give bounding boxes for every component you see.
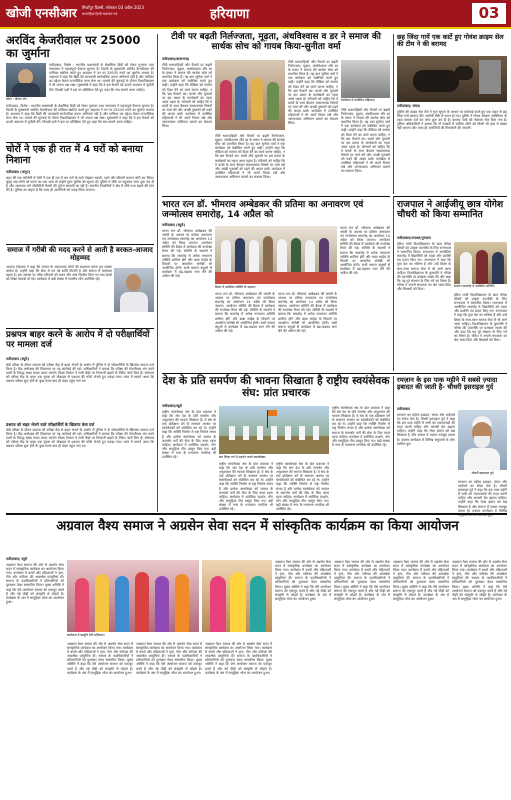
agrawal-byline: फरीदाबाद/ ब्यूरो <box>6 557 28 561</box>
paper-leak-body-2: बोर्ड परीक्षा के दौरान प्रश्नपत्र को परीक्षा केंद्र से बाहर भेजने के आरोप में पुलिस ने दो परीक्षार्थियों के खिलाफ मामला दर्ज किया है। केंद्र अधीक्षक की शिकायत पर यह कार्रवाई की गई। अधिकारियों ने बताया कि परीक्षा की गोपनीयता भंग करने वालों के विरुद्ध सख्त कदम उठाए जाएंगे। शिक्षा विभाग ने सभी केंद्रों पर निगरानी बढ़ाने के निर्देश जारी किए हैं। सोमवार को परीक्षा केंद्र के बाहर एक युवक को मोबाइल से प्रश्नपत्र की फोटो भेजते हुए पकड़ा गया। जांच में सामने आया कि प्रश्नपत्र परीक्षा शुरू होने के कुछ समय बाद ही बाहर पहुंच गया था। <box>6 428 154 449</box>
israil-gurd-photo <box>458 410 507 470</box>
column-rule <box>393 196 394 371</box>
agrawal-caption: कार्यक्रम में प्रस्तुति देती महिलाएं। <box>67 633 105 637</box>
agrawal-body-2: अग्रवाल वैश्य समाज की ओर से अग्रसेन सेवा सदन में सांस्कृतिक कार्यक्रम का आयोजन किया गया। कार्यक्रम में बच्चों और महिलाओं ने नृत्य, गीत और नाटिका की आकर्षक प्रस्तुतियां दीं। समाज के पदाधिकारियों ने प्रतिभागियों को पुरस्कार देकर सम्मानित किया। मुख्य अतिथि ने कहा कि ऐसे आयोजन समाज को एकजुट करते हैं और नई पीढ़ी को संस्कृति से जोड़ते हैं। कार्यक्रम के अंत में सामूहिक भोज का आयोजन हुआ। <box>67 642 133 675</box>
headline-agrawal: अग्रवाल वैश्य समाज ने अग्रसेन सेवा सदन में सांस्कृतिक कार्यक्रम का किया आयोजन <box>56 519 459 534</box>
divider <box>6 142 154 143</box>
headline-thefts: चोरों ने एक ही रात में 4 घरों को बनाया निशाना <box>6 144 143 166</box>
rss-caption: संघ शिक्षा वर्ग में प्रदर्शन करते स्वयंसेवक। <box>219 455 267 459</box>
masthead <box>0 0 511 34</box>
divider <box>6 328 154 329</box>
agrawal-photo-2 <box>202 560 272 632</box>
yogesh-byline: फरीदाबाद/पलवल/गुरुग्राम <box>397 236 431 240</box>
column-rule <box>157 34 158 512</box>
rss-body-4: राष्ट्रीय स्वयंसेवक संघ के प्रांत प्रचारक ने कहा कि संघ देश के प्रति समर्पण और अनुशासन की भावना सिखाता है। वे संघ के एक प्रशिक्षण वर्ग के समापन अवसर पर स्वयंसेवकों को संबोधित कर रहे थे। उन्होंने कहा कि व्यक्ति निर्माण से राष्ट्र निर्माण संभव है और प्रत्येक स्वयंसेवक को समाज के कमजोर वर्गों की सेवा के लिए तत्पर रहना चाहिए। कार्यक्रम में शारीरिक प्रदर्शन, योग और सामूहिक गीत प्रस्तुत किए गए। बड़ी संख्या में नगर के गणमान्य नागरिक भी उपस्थित रहे। <box>332 406 390 447</box>
tv-event-photo <box>215 60 285 130</box>
agrawal-body-5: अग्रवाल वैश्य समाज की ओर से अग्रसेन सेवा सदन में सांस्कृतिक कार्यक्रम का आयोजन किया गया। कार्यक्रम में बच्चों और महिलाओं ने नृत्य, गीत और नाटिका की आकर्षक प्रस्तुतियां दीं। समाज के पदाधिकारियों ने प्रतिभागियों को पुरस्कार देकर सम्मानित किया। मुख्य अतिथि ने कहा कि ऐसे आयोजन समाज को एकजुट करते हैं और नई पीढ़ी को संस्कृति से जोड़ते हैं। कार्यक्रम के अंत में सामूहिक भोज का आयोजन हुआ। <box>275 560 331 601</box>
rss-byline: फरीदाबाद/ब्यूरो <box>162 404 182 408</box>
headline-paper-leak: प्रश्नपत्र बाहर करने के आरोप में दो परीक्षार्थियों पर मामला दर्ज <box>6 330 150 350</box>
ambedkar-meeting-photo <box>215 226 337 284</box>
ambedkar-caption: बैठक में उपस्थित समिति के सदस्य। <box>215 285 256 289</box>
thefts-byline: फरीदाबाद (अनूप) <box>6 170 31 174</box>
yogesh-body: इंदिरा गांधी विश्वविद्यालय के छात्र योगेश चौधरी को उत्कृष्ट उपलब्धि के लिए राज्यपाल ने सम्मानित किया। राजभवन में आयोजित समारोह में विद्यार्थियों को पदक और प्रशस्ति पत्र प्रदान किए गए। राज्यपाल ने कहा कि युवा देश का भविष्य हैं और उन्हें शिक्षा के साथ-साथ समाज सेवा में भी आगे आना चाहिए। विश्वविद्यालय के कुलपति ने योगेश की उपलब्धि पर प्रसन्नता व्यक्त की और कहा कि यह पूरे संस्थान के लिए गर्व का विषय है। योगेश ने अपनी सफलता का श्रेय माता-पिता और शिक्षकों को दिया। <box>397 242 451 292</box>
cow-byline: फरीदाबाद/ संवाद <box>397 104 420 108</box>
ambedkar-body-2: भारत रत्न डॉ. भीमराव अम्बेडकर की जयंती के अवसर पर प्रतिमा अनावरण एवं जन्मोत्सव समारोह का आयोजन 14 अप्रैल को किया जाएगा। आयोजन समिति की बैठक में कार्यक्रम की रूपरेखा तैयार की गई। समिति के सदस्यों ने बताया कि समारोह में अनेक गणमान्य अतिथि शामिल होंगे और बाबा साहेब के विचारों पर आधारित संगोष्ठी भी आयोजित होगी। सभी समाज बंधुओं से कार्यक्रम में बढ़-चढ़कर भाग लेने की अपील की गई। <box>215 292 275 333</box>
date-line-2: साप्ताहिक हिन्दी समाचार पत्र <box>82 12 118 16</box>
headline-yogesh: राजपाल ने आईजीयू छात्र योगेश चौधरी को किया सम्मानित <box>397 199 504 221</box>
rss-body: राष्ट्रीय स्वयंसेवक संघ के प्रांत प्रचारक ने कहा कि संघ देश के प्रति समर्पण और अनुशासन की भावना सिखाता है। वे संघ के एक प्रशिक्षण वर्ग के समापन अवसर पर स्वयंसेवकों को संबोधित कर रहे थे। उन्होंने कहा कि व्यक्ति निर्माण से राष्ट्र निर्माण संभव है और प्रत्येक स्वयंसेवक को समाज के कमजोर वर्गों की सेवा के लिए तत्पर रहना चाहिए। कार्यक्रम में शारीरिक प्रदर्शन, योग और सामूहिक गीत प्रस्तुत किए गए। बड़ी संख्या में नगर के गणमान्य नागरिक भी उपस्थित रहे। <box>162 410 216 460</box>
tv-body-3: टीवी धारावाहिकों और चैनलों पर बढ़ती निर्लज्जता, मूढ़ता, अंधविश्वास और डर के प्रसार ने समाज की सार्थक सोच को प्रभावित किया है। यह बात सुनीता वर्मा ने एक कार्यक्रम को संबोधित करते हुए कही। उन्होंने कहा कि मीडिया को समाज को दिशा देने का कार्य करना चाहिए, न कि भ्रम फैलाने का। बच्चों और युवाओं पर इस प्रकार के कार्यक्रमों का गहरा असर पड़ता है। परिवारों को चाहिए कि वे बच्चों के साथ बैठकर सकारात्मक विषयों पर चर्चा करें और अच्छी पुस्तकों को पढ़ने की आदत डालें। कार्यक्रम में उपस्थित महिलाओं ने भी अपने विचार रखे और जागरूकता अभियान चलाने का संकल्प लिया। <box>288 60 338 126</box>
ramzan-caption: चौधरी इसराइल गुर्द <box>471 471 494 475</box>
column-rule <box>393 376 394 512</box>
ambedkar-byline: फरीदाबाद (ब्यूरो) <box>162 223 186 227</box>
ramzan-body-2: रमज़ान का महीना इबादत, संयम और भाईचारे का संदेश देता है। चौधरी इसराइल गुर्द ने कहा कि इस पाक महीने में सभी को जरूरतमंदों की मदद करनी चाहिए और आपसी प्रेम बढ़ाना चाहिए। उन्होंने कहा कि रोज़ा इंसान को सब्र सिखाता है और समाज में एकता मजबूत करता है। इफ्तार कार्यक्रम में विभिन्न <box>458 480 507 513</box>
headline-rss: देश के प्रति समर्पण की भावना सिखाता है राष्ट्रीय स्वयंसेवक संघ: प्रांत प्रचारक <box>162 375 390 399</box>
headline-poor-help: समाज में गरीबी की मदद करने से आती है बरकत-आजाद मोहम्मद <box>7 246 153 262</box>
yogesh-award-photo <box>454 242 507 284</box>
cow-photo <box>397 56 507 102</box>
headline-cow-smuggling: छह जिंदा गायें एक कार्टे हुए गोवंश क्राइम सेल की टीम ने की बरामद <box>397 33 504 49</box>
kejriwal-body-2: फरीदाबाद, विशेष : भारतीय प्रधानमंत्री के शैक्षणिक डिग्री को लेकर गुजरात उच्च न्यायालय ने महत्वपूर्ण फैसला सुनाया है। दिल्ली के मुख्यमंत्री अरविंद केजरीवाल की याचिका खारिज करते हुए अदालत ने उन पर 25000 रुपये का जुर्माना लगाया है। अदालत ने कहा कि डिग्री की जानकारी सार्वजनिक करना अनिवार्य नहीं है और याचिका का उद्देश्य केवल राजनीतिक लाभ लेना था। मामले की सुनवाई के दौरान विश्वविद्यालय ने भी अपना पक्ष रखा। मुख्यमंत्री ने कहा कि वे इस फैसले को ऊपरी अदालत में चुनौती देंगे। विपक्षी दलों ने इस पर प्रतिक्रिया देते हुए कहा कि सच सामने आना चाहिए। <box>6 104 154 125</box>
agrawal-photo-1 <box>67 560 199 632</box>
agrawal-body: अग्रवाल वैश्य समाज की ओर से अग्रसेन सेवा सदन में सांस्कृतिक कार्यक्रम का आयोजन किया गया। कार्यक्रम में बच्चों और महिलाओं ने नृत्य, गीत और नाटिका की आकर्षक प्रस्तुतियां दीं। समाज के पदाधिकारियों ने प्रतिभागियों को पुरस्कार देकर सम्मानित किया। मुख्य अतिथि ने कहा कि ऐसे आयोजन समाज को एकजुट करते हैं और नई पीढ़ी को संस्कृति से जोड़ते हैं। कार्यक्रम के अंत में सामूहिक भोज का आयोजन हुआ। <box>6 563 64 604</box>
agrawal-body-4: अग्रवाल वैश्य समाज की ओर से अग्रसेन सेवा सदन में सांस्कृतिक कार्यक्रम का आयोजन किया गया। कार्यक्रम में बच्चों और महिलाओं ने नृत्य, गीत और नाटिका की आकर्षक प्रस्तुतियां दीं। समाज के पदाधिकारियों ने प्रतिभागियों को पुरस्कार देकर सम्मानित किया। मुख्य अतिथि ने कहा कि ऐसे आयोजन समाज को एकजुट करते हैं और नई पीढ़ी को संस्कृति से जोड़ते हैं। कार्यक्रम के अंत में सामूहिक भोज का आयोजन हुआ। <box>205 642 272 675</box>
divider <box>162 196 390 197</box>
tv-caption: कार्यक्रम में उपस्थित महिलाएं। <box>341 98 376 102</box>
cow-body: पुलिस की क्राइम सेल टीम ने गुप्त सूचना के आधार पर कार्रवाई करते हुए एक वाहन से छह जिंदा गायें बरामद कीं। आरोपी मौके से फरार हो गए। पुलिस ने गोवंश संरक्षण अधिनियम के तहत मामला दर्ज कर जांच शुरू कर दी है। बरामद गायों को गौशाला भेज दिया गया है। पुलिस अधिकारियों ने बताया कि गौ तस्करी में शामिल लोगों को किसी भी हाल में बख्शा नहीं जाएगा और जल्द ही आरोपियों की गिरफ्तारी की जाएगी। <box>397 110 507 131</box>
section-title: हरियाणा <box>210 7 250 22</box>
tv-byline: फरीदाबाद/बल्लभगढ़ <box>162 57 189 61</box>
azad-mohammad-photo <box>114 268 154 312</box>
divider <box>162 373 507 374</box>
rss-body-3: राष्ट्रीय स्वयंसेवक संघ के प्रांत प्रचारक ने कहा कि संघ देश के प्रति समर्पण और अनुशासन की भावना सिखाता है। वे संघ के एक प्रशिक्षण वर्ग के समापन अवसर पर स्वयंसेवकों को संबोधित कर रहे थे। उन्होंने कहा कि व्यक्ति निर्माण से राष्ट्र निर्माण संभव है और प्रत्येक स्वयंसेवक को समाज के कमजोर वर्गों की सेवा के लिए तत्पर रहना चाहिए। कार्यक्रम में शारीरिक प्रदर्शन, योग और सामूहिक गीत प्रस्तुत किए गए। बड़ी संख्या में नगर के गणमान्य नागरिक भी उपस्थित रहे। <box>276 462 329 512</box>
rss-body-2: राष्ट्रीय स्वयंसेवक संघ के प्रांत प्रचारक ने कहा कि संघ देश के प्रति समर्पण और अनुशासन की भावना सिखाता है। वे संघ के एक प्रशिक्षण वर्ग के समापन अवसर पर स्वयंसेवकों को संबोधित कर रहे थे। उन्होंने कहा कि व्यक्ति निर्माण से राष्ट्र निर्माण संभव है और प्रत्येक स्वयंसेवक को समाज के कमजोर वर्गों की सेवा के लिए तत्पर रहना चाहिए। कार्यक्रम में शारीरिक प्रदर्शन, योग और सामूहिक गीत प्रस्तुत किए गए। बड़ी संख्या में नगर के गणमान्य नागरिक भी उपस्थित रहे। <box>219 462 273 512</box>
tv-body-4: टीवी धारावाहिकों और चैनलों पर बढ़ती निर्लज्जता, मूढ़ता, अंधविश्वास और डर के प्रसार ने समाज की सार्थक सोच को प्रभावित किया है। यह बात सुनीता वर्मा ने एक कार्यक्रम को संबोधित करते हुए कही। उन्होंने कहा कि मीडिया को समाज को दिशा देने का कार्य करना चाहिए, न कि भ्रम फैलाने का। बच्चों और युवाओं पर इस प्रकार के कार्यक्रमों का गहरा असर पड़ता है। परिवारों को चाहिए कि वे बच्चों के साथ बैठकर सकारात्मक विषयों पर चर्चा करें और अच्छी पुस्तकों को पढ़ने की आदत डालें। कार्यक्रम में उपस्थित महिलाओं ने भी अपने विचार रखे और जागरूकता अभियान चलाने का संकल्प लिया। <box>341 108 390 174</box>
page-number: 03 <box>472 3 506 24</box>
paper-name: खोजी एनसीआर <box>6 6 77 20</box>
yogesh-body-2: इंदिरा गांधी विश्वविद्यालय के छात्र योगेश चौधरी को उत्कृष्ट उपलब्धि के लिए राज्यपाल ने सम्मानित किया। राजभवन में आयोजित समारोह में विद्यार्थियों को पदक और प्रशस्ति पत्र प्रदान किए गए। राज्यपाल ने कहा कि युवा देश का भविष्य हैं और उन्हें शिक्षा के साथ-साथ समाज सेवा में भी आगे आना चाहिए। विश्वविद्यालय के कुलपति ने योगेश की उपलब्धि पर प्रसन्नता व्यक्त की और कहा कि यह पूरे संस्थान के लिए गर्व का विषय है। योगेश ने अपनी सफलता का श्रेय माता-पिता और शिक्षकों को दिया। <box>454 293 507 343</box>
divider <box>393 196 507 197</box>
paper-leak-byline: फरीदाबाद (ब्यूरो) <box>6 357 30 361</box>
headline-ramzan: रमज़ान के इस पाक महीने में सबसे ज़्यादा इबादत की जाती है- चौधरी इसराइल गुर्द <box>397 376 498 392</box>
agrawal-body-7: अग्रवाल वैश्य समाज की ओर से अग्रसेन सेवा सदन में सांस्कृतिक कार्यक्रम का आयोजन किया गया। कार्यक्रम में बच्चों और महिलाओं ने नृत्य, गीत और नाटिका की आकर्षक प्रस्तुतियां दीं। समाज के पदाधिकारियों ने प्रतिभागियों को पुरस्कार देकर सम्मानित किया। मुख्य अतिथि ने कहा कि ऐसे आयोजन समाज को एकजुट करते हैं और नई पीढ़ी को संस्कृति से जोड़ते हैं। कार्यक्रम के अंत में सामूहिक भोज का आयोजन हुआ। <box>393 560 449 601</box>
kejriwal-body: फरीदाबाद, विशेष : भारतीय प्रधानमंत्री के शैक्षणिक डिग्री को लेकर गुजरात उच्च न्यायालय ने महत्वपूर्ण फैसला सुनाया है। दिल्ली के मुख्यमंत्री अरविंद केजरीवाल की याचिका खारिज करते हुए अदालत ने उन पर 25000 रुपये का जुर्माना लगाया है। अदालत ने कहा कि डिग्री की जानकारी सार्वजनिक करना अनिवार्य नहीं है और याचिका का उद्देश्य केवल राजनीतिक लाभ लेना था। मामले की सुनवाई के दौरान विश्वविद्यालय ने भी अपना पक्ष रखा। मुख्यमंत्री ने कहा कि वे इस फैसले को ऊपरी अदालत में चुनौती देंगे। विपक्षी दलों ने इस पर प्रतिक्रिया देते हुए कहा कि सच सामने आना चाहिए। <box>49 63 154 92</box>
headline-kejriwal: अरविंद केजरीवाल पर 25000 का जुर्माना <box>6 33 141 60</box>
divider <box>6 513 507 515</box>
paper-leak-subhead: प्रश्नपत्र को बाहर भेजने वाले परीक्षार्थियों के खिलाफ केस दर्ज <box>6 422 95 427</box>
divider <box>6 244 154 245</box>
paper-leak-body: बोर्ड परीक्षा के दौरान प्रश्नपत्र को परीक्षा केंद्र से बाहर भेजने के आरोप में पुलिस ने दो परीक्षार्थियों के खिलाफ मामला दर्ज किया है। केंद्र अधीक्षक की शिकायत पर यह कार्रवाई की गई। अधिकारियों ने बताया कि परीक्षा की गोपनीयता भंग करने वालों के विरुद्ध सख्त कदम उठाए जाएंगे। शिक्षा विभाग ने सभी केंद्रों पर निगरानी बढ़ाने के निर्देश जारी किए हैं। सोमवार को परीक्षा केंद्र के बाहर एक युवक को मोबाइल से प्रश्नपत्र की फोटो भेजते हुए पकड़ा गया। जांच में सामने आया कि प्रश्नपत्र परीक्षा शुरू होने के कुछ समय बाद ही बाहर पहुंच गया था। <box>6 363 154 384</box>
rss-parade-photo <box>219 406 329 454</box>
thefts-body: शहर की एक कॉलोनी में चोरों ने एक ही रात में चार घरों के ताले तोड़कर नकदी, गहने और कीमती सामान चोरी कर लिया। सुबह जब लोगों को घटना का पता चला तो उन्होंने तुरंत पुलिस को सूचना दी। पुलिस ने मौके पर पहुंचकर जांच शुरू कर दी है और आसपास लगे सीसीटीवी कैमरों की फुटेज खंगाली जा रही है। स्थानीय निवासियों ने क्षेत्र में रात्रि गश्त बढ़ाने की मांग की है। पुलिस का कहना है कि जल्द ही आरोपियों को पकड़ लिया जाएगा। <box>6 176 154 193</box>
kejriwal-photo <box>6 63 46 97</box>
agrawal-body-3: अग्रवाल वैश्य समाज की ओर से अग्रसेन सेवा सदन में सांस्कृतिक कार्यक्रम का आयोजन किया गया। कार्यक्रम में बच्चों और महिलाओं ने नृत्य, गीत और नाटिका की आकर्षक प्रस्तुतियां दीं। समाज के पदाधिकारियों ने प्रतिभागियों को पुरस्कार देकर सम्मानित किया। मुख्य अतिथि ने कहा कि ऐसे आयोजन समाज को एकजुट करते हैं और नई पीढ़ी को संस्कृति से जोड़ते हैं। कार्यक्रम के अंत में सामूहिक भोज का आयोजन हुआ। <box>136 642 202 675</box>
ambedkar-body-4: भारत रत्न डॉ. भीमराव अम्बेडकर की जयंती के अवसर पर प्रतिमा अनावरण एवं जन्मोत्सव समारोह का आयोजन 14 अप्रैल को किया जाएगा। आयोजन समिति की बैठक में कार्यक्रम की रूपरेखा तैयार की गई। समिति के सदस्यों ने बताया कि समारोह में अनेक गणमान्य अतिथि शामिल होंगे और बाबा साहेब के विचारों पर आधारित संगोष्ठी भी आयोजित होगी। सभी समाज बंधुओं से कार्यक्रम में बढ़-चढ़कर भाग लेने की अपील की गई। <box>340 226 390 276</box>
kejriwal-caption: फोटो : दीपक जैन <box>6 97 27 101</box>
ambedkar-body: भारत रत्न डॉ. भीमराव अम्बेडकर की जयंती के अवसर पर प्रतिमा अनावरण एवं जन्मोत्सव समारोह का आयोजन 14 अप्रैल को किया जाएगा। आयोजन समिति की बैठक में कार्यक्रम की रूपरेखा तैयार की गई। समिति के सदस्यों ने बताया कि समारोह में अनेक गणमान्य अतिथि शामिल होंगे और बाबा साहेब के विचारों पर आधारित संगोष्ठी भी आयोजित होगी। सभी समाज बंधुओं से कार्यक्रम में बढ़-चढ़कर भाग लेने की अपील की गई। <box>162 229 212 279</box>
masthead-underline <box>0 27 511 29</box>
tv-body-2: टीवी धारावाहिकों और चैनलों पर बढ़ती निर्लज्जता, मूढ़ता, अंधविश्वास और डर के प्रसार ने समाज की सार्थक सोच को प्रभावित किया है। यह बात सुनीता वर्मा ने एक कार्यक्रम को संबोधित करते हुए कही। उन्होंने कहा कि मीडिया को समाज को दिशा देने का कार्य करना चाहिए, न कि भ्रम फैलाने का। बच्चों और युवाओं पर इस प्रकार के कार्यक्रमों का गहरा असर पड़ता है। परिवारों को चाहिए कि वे बच्चों के साथ बैठकर सकारात्मक विषयों पर चर्चा करें और अच्छी पुस्तकों को पढ़ने की आदत डालें। कार्यक्रम में उपस्थित महिलाओं ने भी अपने विचार रखे और जागरूकता अभियान चलाने का संकल्प लिया। <box>215 134 285 179</box>
yogesh-caption: सम्मान समारोह में उपस्थित अतिथि। <box>454 284 495 288</box>
poor-help-body: आजाद मोहम्मद ने कहा कि समाज के जरूरतमंद लोगों की सहायता करना हम सबका कर्तव्य है। उन्होंने कहा कि सेवा से मन को शांति मिलती है और समाज में भाईचारा बढ़ता है। इस अवसर पर गरीब परिवारों को राशन और वस्त्र वितरित किए गए तथा बच्चों को शिक्षा सामग्री दी गई। कार्यक्रम में बड़ी संख्या में स्थानीय लोग उपस्थित रहे। <box>6 265 112 282</box>
agrawal-body-8: अग्रवाल वैश्य समाज की ओर से अग्रसेन सेवा सदन में सांस्कृतिक कार्यक्रम का आयोजन किया गया। कार्यक्रम में बच्चों और महिलाओं ने नृत्य, गीत और नाटिका की आकर्षक प्रस्तुतियां दीं। समाज के पदाधिकारियों ने प्रतिभागियों को पुरस्कार देकर सम्मानित किया। मुख्य अतिथि ने कहा कि ऐसे आयोजन समाज को एकजुट करते हैं और नई पीढ़ी को संस्कृति से जोड़ते हैं। कार्यक्रम के अंत में सामूहिक भोज का आयोजन हुआ। <box>452 560 507 601</box>
ramzan-byline: फरीदाबाद <box>397 407 410 411</box>
ambedkar-body-3: भारत रत्न डॉ. भीमराव अम्बेडकर की जयंती के अवसर पर प्रतिमा अनावरण एवं जन्मोत्सव समारोह का आयोजन 14 अप्रैल को किया जाएगा। आयोजन समिति की बैठक में कार्यक्रम की रूपरेखा तैयार की गई। समिति के सदस्यों ने बताया कि समारोह में अनेक गणमान्य अतिथि शामिल होंगे और बाबा साहेब के विचारों पर आधारित संगोष्ठी भी आयोजित होगी। सभी समाज बंधुओं से कार्यक्रम में बढ़-चढ़कर भाग लेने की अपील की गई। <box>278 292 337 333</box>
tv-body: टीवी धारावाहिकों और चैनलों पर बढ़ती निर्लज्जता, मूढ़ता, अंधविश्वास और डर के प्रसार ने समाज की सार्थक सोच को प्रभावित किया है। यह बात सुनीता वर्मा ने एक कार्यक्रम को संबोधित करते हुए कही। उन्होंने कहा कि मीडिया को समाज को दिशा देने का कार्य करना चाहिए, न कि भ्रम फैलाने का। बच्चों और युवाओं पर इस प्रकार के कार्यक्रमों का गहरा असर पड़ता है। परिवारों को चाहिए कि वे बच्चों के साथ बैठकर सकारात्मक विषयों पर चर्चा करें और अच्छी पुस्तकों को पढ़ने की आदत डालें। कार्यक्रम में उपस्थित महिलाओं ने भी अपने विचार रखे और जागरूकता अभियान चलाने का संकल्प लिया। <box>162 63 212 129</box>
ramzan-body: रमज़ान का महीना इबादत, संयम और भाईचारे का संदेश देता है। चौधरी इसराइल गुर्द ने कहा कि इस पाक महीने में सभी को जरूरतमंदों की मदद करनी चाहिए और आपसी प्रेम बढ़ाना चाहिए। उन्होंने कहा कि रोज़ा इंसान को सब्र सिखाता है और समाज में एकता मजबूत करता है। इफ्तार कार्यक्रम में विभिन्न समुदायों के लोग शामिल हुए। <box>397 413 455 446</box>
agrawal-body-6: अग्रवाल वैश्य समाज की ओर से अग्रसेन सेवा सदन में सांस्कृतिक कार्यक्रम का आयोजन किया गया। कार्यक्रम में बच्चों और महिलाओं ने नृत्य, गीत और नाटिका की आकर्षक प्रस्तुतियां दीं। समाज के पदाधिकारियों ने प्रतिभागियों को पुरस्कार देकर सम्मानित किया। मुख्य अतिथि ने कहा कि ऐसे आयोजन समाज को एकजुट करते हैं और नई पीढ़ी को संस्कृति से जोड़ते हैं। कार्यक्रम के अंत में सामूहिक भोज का आयोजन हुआ। <box>334 560 390 601</box>
tv-photo-2 <box>341 60 390 98</box>
column-rule <box>393 34 394 194</box>
headline-ambedkar: भारत रत्न डॉ. भीमराव अम्बेडकर की प्रतिमा का अनावरण एवं जन्मोत्सव समारोह, 14 अप्रैल को <box>162 200 364 221</box>
date-line: मिर्जापुर दिल्ली, सोमवार 03 अप्रैल 2023 <box>82 5 145 10</box>
headline-tv-superstition: टीवी पर बढ़ती निर्लज्जता, मूढ़ता, अंधविश्वास व डर ने समाज की सार्थक सोच को गायब किया-सुनीता वर्मा <box>171 32 381 52</box>
